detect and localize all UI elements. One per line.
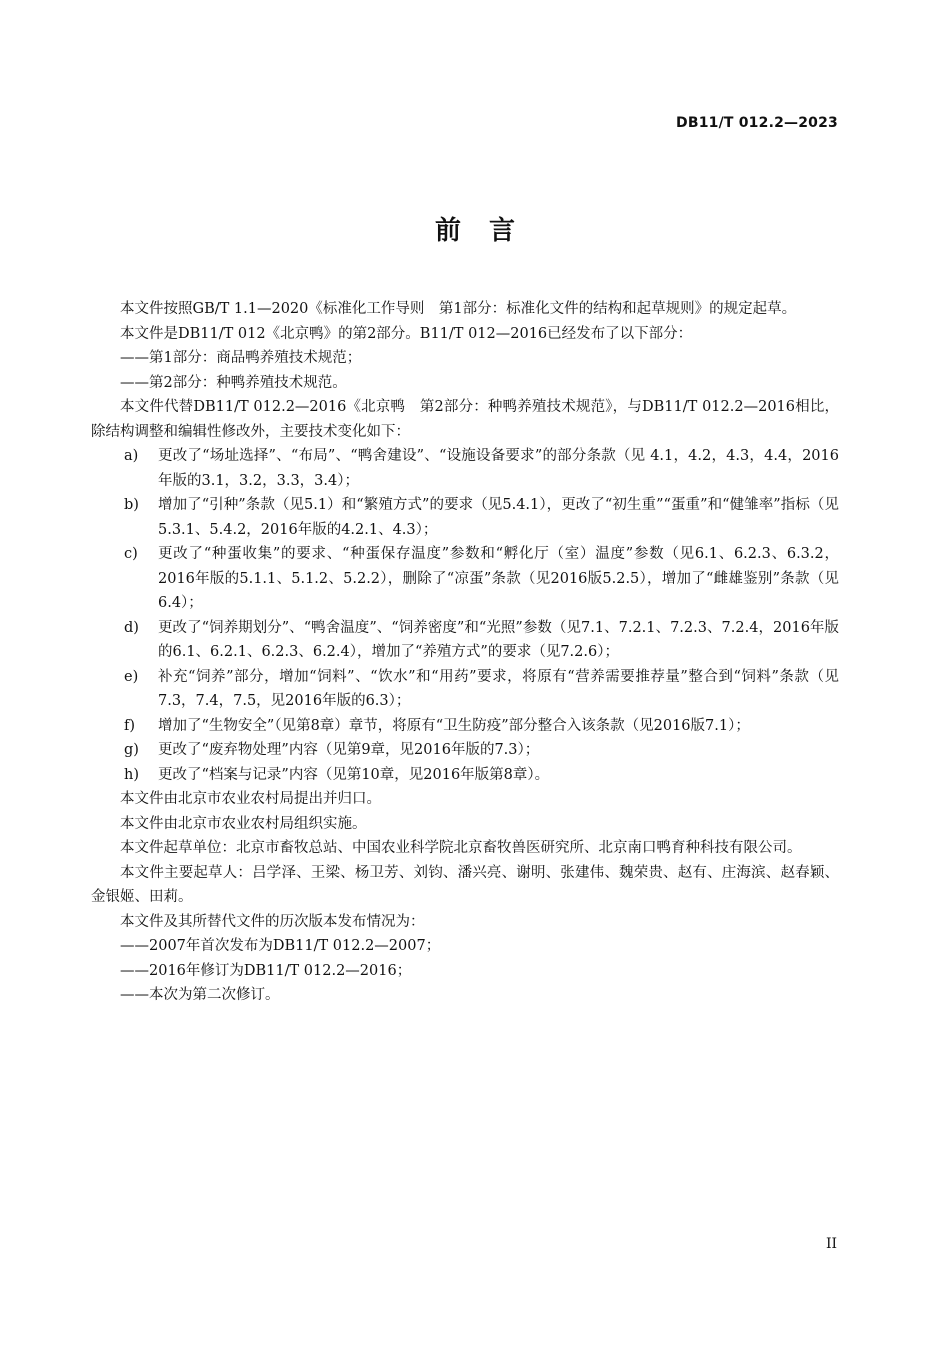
change-marker: e)	[124, 668, 139, 685]
changes-list	[91, 444, 839, 787]
history-item: ——2016年修订为DB11/T 012.2—2016；	[120, 962, 412, 979]
change-marker: a)	[124, 448, 139, 464]
part-2-item: ——第2部分：种鸭养殖技术规范。	[120, 374, 347, 391]
replacement-paragraph: 本文件代替DB11/T 012.2—2016《北京鸭 第2部分：种鸭养殖技术规范》，与DB11/T 012.2—2016相比，除结构调整和编辑性修改外，主要技术变化如下：	[91, 399, 839, 440]
drafting-units-paragraph: 本文件起草单位：北京市畜牧总站、中国农业科学院北京畜牧兽医研究所、北京南口鸭育种科技有限公司。	[120, 840, 802, 856]
change-text: 更改了“档案与记录”内容（见第10章，见2016年版第8章）。	[158, 766, 550, 783]
change-marker: b)	[124, 497, 139, 513]
change-item-f	[91, 714, 839, 739]
history-intro-paragraph: 本文件及其所替代文件的历次版本发布情况为：	[120, 913, 425, 930]
change-marker: g)	[124, 742, 139, 758]
change-marker: f)	[124, 717, 136, 734]
history-item: ——本次为第二次修订。	[120, 987, 280, 1003]
change-item-a	[91, 444, 839, 493]
part-info-paragraph: 本文件是DB11/T 012《北京鸭》的第2部分。B11/T 012—2016已经发布了以下部分：	[120, 325, 693, 342]
organizer-paragraph: 本文件由北京市农业农村局组织实施。	[120, 815, 367, 832]
change-item-b	[91, 493, 839, 542]
change-text: 更改了“种蛋收集”的要求、“种蛋保存温度”参数和“孵化厅（室）温度”参数（见6.1、6.2.3、6.3.2，2016年版的5.1.1、5.1.2、5.2.2），删除了“凉蛋”条款（见2016版5.2.5），增加了“雌雄鉴别”条款（见6.4）；	[158, 546, 839, 611]
drafters-paragraph: 本文件主要起草人：吕学泽、王梁、杨卫芳、刘钧、潘兴亮、谢明、张建伟、魏荣贵、赵有、庄海滨、赵春颖、金银姬、田莉。	[91, 864, 839, 905]
part-1-item: ——第1部分：商品鸭养殖技术规范；	[120, 350, 362, 366]
drafting-basis-paragraph: 本文件按照GB/T 1.1—2020《标准化工作导则 第1部分：标准化文件的结构和起草规则》的规定起草。	[120, 301, 797, 317]
change-text: 更改了“饲养期划分”、“鸭舍温度”、“饲养密度”和“光照”参数（见7.1、7.2.1、7.2.3、7.2.4，2016年版的6.1、6.2.1、6.2.3、6.2.4），增加了“养殖方式”的要求（见7.2.6）；	[158, 619, 839, 660]
change-item-d	[91, 616, 839, 665]
change-text: 更改了“场址选择”、“布局”、“鸭舍建设”、“设施设备要求”的部分条款（见 4.1，4.2，4.3，4.4，2016年版的3.1，3.2，3.3，3.4）；	[158, 448, 839, 489]
page-title: 前言	[434, 216, 543, 246]
change-marker: c)	[124, 546, 138, 562]
change-marker: d)	[124, 619, 139, 636]
history-item: ——2007年首次发布为DB11/T 012.2—2007；	[120, 938, 441, 954]
change-text: 增加了“引种”条款（见5.1）和“繁殖方式”的要求（见5.4.1），更改了“初生重”“蛋重”和“健雏率”指标（见5.3.1、5.4.2，2016年版的4.2.1、4.3）；	[158, 497, 839, 538]
change-text: 增加了“生物安全”（见第8章）章节，将原有“卫生防疫”部分整合入该条款（见2016版7.1）；	[158, 717, 750, 734]
change-item-c	[91, 542, 839, 616]
proposer-paragraph: 本文件由北京市农业农村局提出并归口。	[120, 791, 381, 807]
document-body	[91, 297, 839, 1008]
change-item-g	[91, 738, 839, 763]
change-item-e	[91, 665, 839, 714]
page-number: II	[825, 1236, 837, 1252]
change-text: 补充“饲养”部分，增加“饲料”、“饮水”和“用药”要求，将原有“营养需要推荐量”整合到“饲料”条款（见7.3，7.4，7.5，见2016年版的6.3）；	[158, 668, 839, 709]
change-item-h	[91, 763, 839, 788]
change-text: 更改了“废弃物处理”内容（见第9章，见2016年版的7.3）；	[158, 742, 540, 758]
change-marker: h)	[124, 766, 139, 783]
document-code: DB11/T 012.2—2023	[676, 115, 838, 131]
